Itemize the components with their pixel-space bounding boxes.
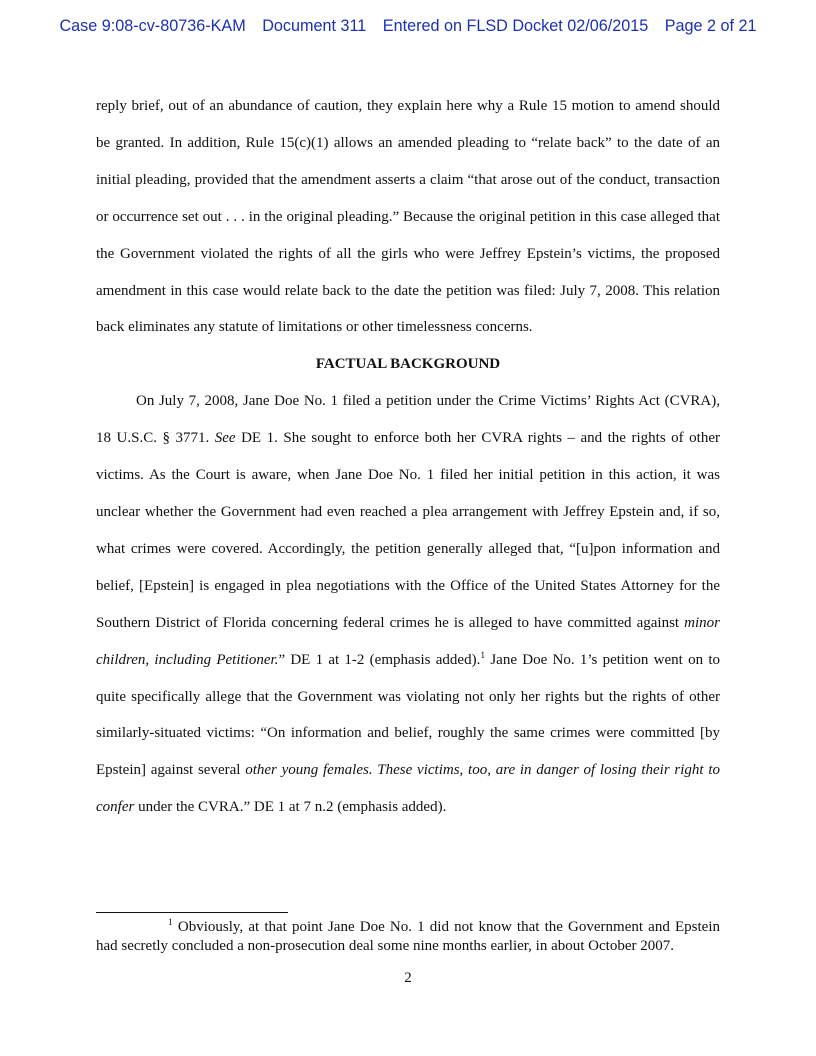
- footnote-text: Obviously, at that point Jane Doe No. 1 did not know that the Government and Epstein had secretly concluded a non-prosecution deal some nine months earlier, in about October 2007.: [96, 919, 720, 954]
- para2-text-a: On July 7, 2008, Jane Doe No. 1 filed a petition under the Crime Victims’ Rights Act (CVRA), 18 U.S.C. § 3771.: [96, 393, 720, 447]
- paragraph-factual-background: [96, 383, 720, 826]
- section-heading: FACTUAL BACKGROUND: [315, 356, 501, 373]
- footnote-number: 1: [168, 918, 173, 928]
- citation-signal: See: [214, 430, 236, 447]
- document-number: Document 311: [262, 17, 367, 35]
- document-body: [96, 88, 720, 826]
- para2-text-c: ” DE 1 at 1-2 (emphasis added).: [278, 651, 481, 668]
- footnote: [96, 918, 720, 956]
- docket-header: [0, 17, 816, 36]
- footnote-divider: [96, 912, 288, 913]
- footnote-reference[interactable]: 1: [480, 650, 486, 661]
- emphasis-quote-1: minor children, including Petitioner.: [96, 614, 720, 668]
- docket-entry-date: Entered on FLSD Docket 02/06/2015: [382, 17, 649, 35]
- para2-text-e: under the CVRA.” DE 1 at 7 n.2 (emphasis added).: [134, 799, 447, 816]
- case-number: Case 9:08-cv-80736-KAM: [59, 17, 246, 35]
- para2-text-b: DE 1. She sought to enforce both her CVRA rights – and the rights of other victims. As the Court is aware, when Jane Doe No. 1 filed her initial petition in this action, it was unclear whether the Government had even reached a plea arrangement with Jeffrey Epstein and, if so, what crimes were covered. Accordingly, the petition generally alleged that, “[u]pon information and belief, [Epstein] is engaged in plea negotiations with the Office of the United States Attorney for the Southern District of Florida concerning federal crimes he is alleged to have committed against: [96, 430, 720, 631]
- page-number: 2: [404, 970, 412, 986]
- paragraph-continuation: reply brief, out of an abundance of caution, they explain here why a Rule 15 motion to amend should be granted. In addition, Rule 15(c)(1) allows an amended pleading to “relate back” to the date of an initial pleading, provided that the amendment asserts a claim “that arose out of the conduct, transaction or occurrence set out . . . in the original pleading.” Because the original petition in this case alleged that the Government violated the rights of all the girls who were Jeffrey Epstein’s victims, the proposed amendment in this case would relate back to the date the petition was filed: July 7, 2008. This relation back eliminates any statute of limitations or other timelessness concerns.: [96, 98, 720, 336]
- page-count: Page 2 of 21: [664, 17, 757, 35]
- emphasis-quote-2: other young females. These victims, too, are in danger of losing their right to confer: [96, 762, 721, 816]
- para2-text-d: Jane Doe No. 1’s petition went on to quite specifically allege that the Government was violating not only her rights but the rights of other similarly-situated victims: “On information and belief, roughly the same crimes were committed [by Epstein] against several: [96, 651, 721, 779]
